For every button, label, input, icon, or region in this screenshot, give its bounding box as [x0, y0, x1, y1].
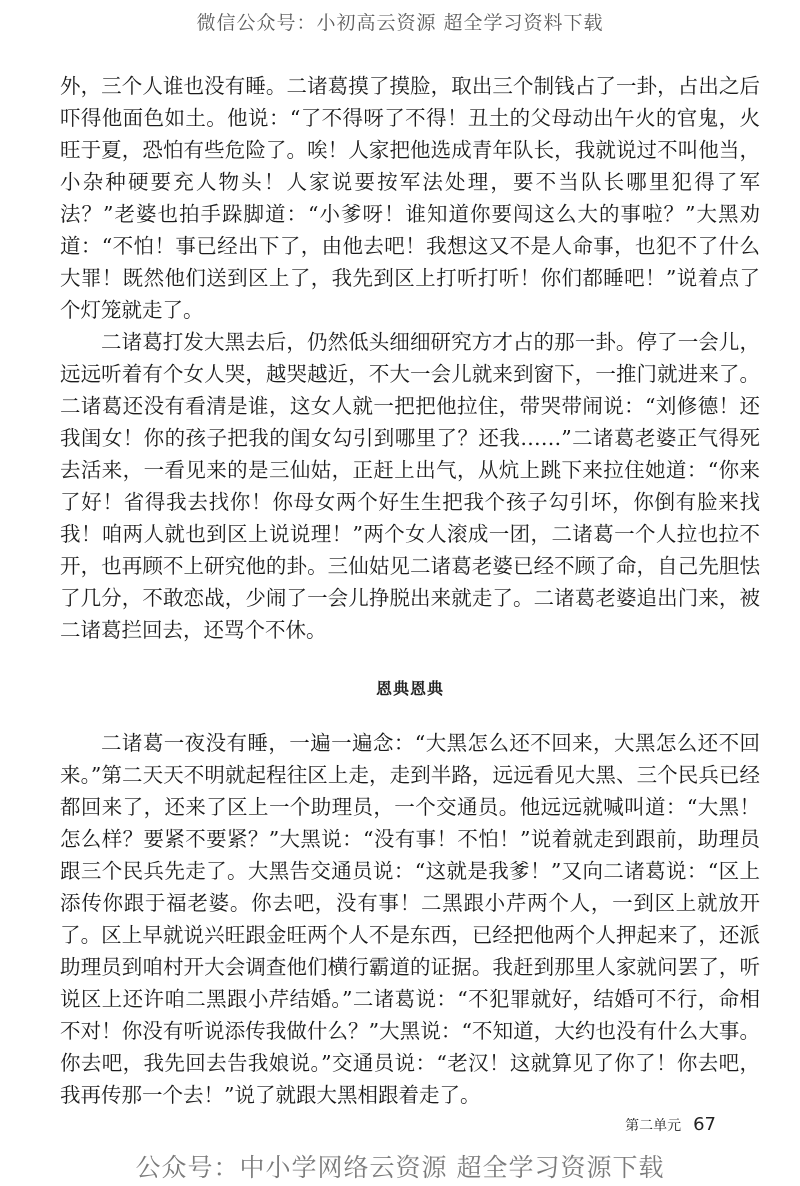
page-number: 67: [693, 1114, 716, 1135]
section-title: 恩典恩典: [375, 679, 444, 698]
header-watermark: 微信公众号：小初高云资源 超全学习资料下载: [196, 12, 604, 34]
bottom-watermark: 公众号：中小学网络云资源 超全学习资源下载: [135, 1153, 665, 1182]
paragraph-1: 外，三个人谁也没有睡。二诸葛摸了摸脸，取出三个制钱占了一卦，占出之后吓得他面色如土。他说：“了不得呀了不得！丑土的父母动出午火的官鬼，火旺于夏，恐怕有些危险了。唉！人家把他选成青年队长，我就说过不叫他当，小杂种硬要充人物头！人家说要按军法处理，要不当队长哪里犯得了军法？”老婆也拍手跺脚道：“小爹呀！谁知道你要闯这么大的事啦？”大黑劝道：“不怕！事已经出下了，由他去吧！我想这又不是人命事，也犯不了什么大罪！既然他们送到区上了，我先到区上打听打听！你们都睡吧！”说着点了个灯笼就走了。: [60, 74, 760, 322]
page-body: [60, 70, 760, 1111]
page-footer: [625, 1114, 716, 1135]
paragraph-2: 二诸葛打发大黑去后，仍然低头细细研究方才占的那一卦。停了一会儿，远远听着有个女人哭，越哭越近，不大一会儿就来到窗下，一推门就进来了。二诸葛还没有看清是谁，这女人就一把把他拉住，带哭带闹说：“刘修德！还我闺女！你的孩子把我的闺女勾引到哪里了？还我……”二诸葛老婆正气得死去活来，一看见来的是三仙姑，正赶上出气，从炕上跳下来拉住她道：“你来了好！省得我去找你！你母女两个好生生把我个孩子勾引坏，你倒有脸来找我！咱两人就也到区上说说理！”两个女人滚成一团，二诸葛一个人拉也拉不开，也再顾不上研究他的卦。三仙姑见二诸葛老婆已经不顾了命，自己先胆怯了几分，不敢恋战，少闹了一会儿挣脱出来就走了。二诸葛老婆追出门来，被二诸葛拦回去，还骂个不休。: [60, 330, 760, 642]
paragraph-3: 二诸葛一夜没有睡，一遍一遍念：“大黑怎么还不回来，大黑怎么还不回来。”第二天天不明就起程往区上走，走到半路，远远看见大黑、三个民兵已经都回来了，还来了区上一个助理员，一个交通员。他远远就喊叫道：“大黑！怎么样？要紧不要紧？”大黑说：“没有事！不怕！”说着就走到跟前，助理员跟三个民兵先走了。大黑告交通员说：“这就是我爹！”又向二诸葛说：“区上添传你跟于福老婆。你去吧，没有事！二黑跟小芹两个人，一到区上就放开了。区上早就说兴旺跟金旺两个人不是东西，已经把他两个人押起来了，还派助理员到咱村开大会调查他们横行霸道的证据。我赶到那里人家就问罢了，听说区上还许咱二黑跟小芹结婚。”二诸葛说：“不犯罪就好，结婚可不行，命相不对！你没有听说添传我做什么？”大黑说：“不知道，大约也没有什么大事。你去吧，我先回去告我娘说。”交通员说：“老汉！这就算见了你了！你去吧，我再传那一个去！”说了就跟大黑相跟着走了。: [60, 731, 760, 1107]
unit-label: 第二单元: [625, 1118, 682, 1134]
